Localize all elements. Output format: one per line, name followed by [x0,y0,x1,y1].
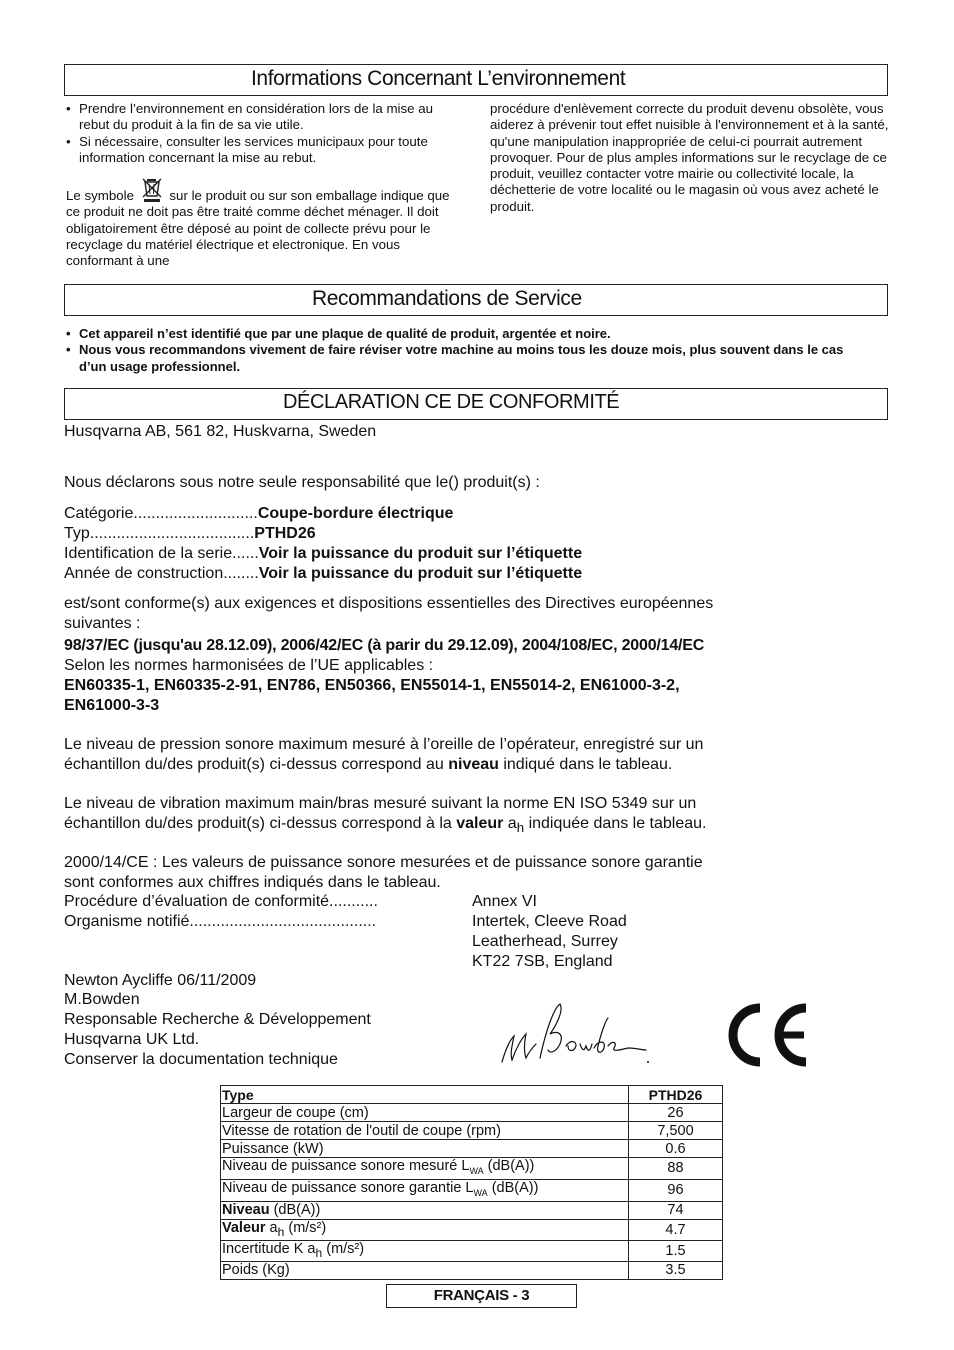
decl-heading: DÉCLARATION CE DE CONFORMITÉ [283,391,620,413]
header-label: Type [221,1086,629,1104]
subscript: h [315,1245,323,1260]
label-text: Vitesse de rotation de l'outil de coupe (rpm) [222,1122,501,1139]
env-symbol-paragraph [64,176,464,269]
ce-mark-icon [720,1002,812,1068]
label-text: Poids (Kg) [222,1262,290,1279]
decl-address: Husqvarna AB, 561 82, Huskvarna, Sweden [64,423,377,440]
decl-norms-intro: Selon les normes harmonisées de l’UE applicables : [64,657,434,674]
decl-pressure-line-2 [64,756,672,774]
decl-notified-line-2: Leatherhead, Surrey [472,933,618,950]
decl-sound-line-1: 2000/14/CE : Les valeurs de puissance sonore mesurées et de puissance sonore garantie [64,854,703,871]
row-value: 0.6 [629,1140,723,1158]
row-value: 74 [629,1201,723,1219]
signer-line-2: M.Bowden [64,991,140,1008]
decl-directives: 98/37/EC (jusqu'au 28.12.09), 2006/42/EC (à parir du 29.12.09), 2004/108/EC, 2000/14/EC [64,637,705,654]
text-bold: niveau [448,756,499,773]
field-label: Année de construction........ [64,565,259,582]
env-bullets [64,101,464,166]
row-value: 3.5 [629,1261,723,1279]
spec-table [220,1085,723,1280]
row-label [221,1104,629,1122]
table-row [221,1201,723,1219]
text: indiqué dans le tableau. [498,756,673,773]
env-heading-box [64,64,888,96]
table-row [221,1104,723,1122]
row-value: 1.5 [629,1240,723,1261]
decl-notified-line-3: KT22 7SB, England [472,953,613,970]
table-row [221,1179,723,1201]
crossed-bin-icon [141,176,163,202]
row-value: 26 [629,1104,723,1122]
label-text: a [265,1219,278,1236]
table-header-row [221,1086,723,1104]
table-row [221,1122,723,1140]
label-text: Largeur de coupe (cm) [222,1104,369,1121]
row-label [221,1201,629,1219]
table-row [221,1240,723,1261]
text: échantillon du/des produit(s) ci-dessus correspond à la [64,815,457,832]
row-label [221,1122,629,1140]
row-label [221,1219,629,1240]
field-value: PTHD26 [254,525,316,542]
page-footer: FRANÇAIS - 3 [386,1284,577,1308]
row-label [221,1179,629,1201]
label-bold: Valeur [222,1219,266,1236]
decl-field-year [64,565,582,583]
decl-norms-line-2: EN61000-3-3 [64,697,160,714]
text: indiquée dans le tableau. [524,815,707,832]
service-bullet-2: • Nous vous recommandons vivement de faire réviser votre machine au moins tous les douze mois, plus souvent dans le cas d’un usage professionnel. [64,342,874,375]
field-label: Catégorie............................ [64,505,258,522]
decl-procedure-value: Annex VI [472,893,537,910]
label-unit: (dB(A)) [269,1202,321,1219]
field-value: Voir la puissance du produit sur l’étiquette [258,565,583,582]
label-unit: (m/s²) [322,1240,365,1257]
text: a [503,815,517,832]
text-bold: valeur [456,815,504,832]
table-row [221,1140,723,1158]
env-heading: Informations Concernant L’environnement [251,67,626,90]
decl-field-category [64,505,453,523]
env-right-column: procédure d'enlèvement correcte du produit devenu obsolète, vous aiderez à prévenir tout effet nuisible à l'environnement et à la santé, qu'une manipulation inappropriée de celui-ci pourrait autrement provoquer. Pour de plus amples informations sur le recyclage de ce produit, veuillez contacter votre mairie ou collectivité locale, la déchetterie de votre localité ou le magasin où vous avez acheté le produit. [490,101,889,214]
row-value: 88 [629,1158,723,1180]
label-text: Incertitude K a [222,1240,316,1257]
decl-heading-box [64,388,888,420]
subscript: WA [469,1165,484,1176]
signer-line-4: Husqvarna UK Ltd. [64,1031,200,1048]
field-label: Identification de la serie...... [64,545,259,562]
decl-vibration-line-2 [64,815,707,835]
env-bullet-1: • Prendre l’environnement en considération lors de la mise au rebut du produit à la fin de sa vie utile. [64,101,464,134]
decl-field-type [64,525,316,543]
subscript: h [516,820,525,836]
signature [496,1000,656,1070]
table-row [221,1158,723,1180]
signer-line-3: Responsable Recherche & Développement [64,1011,371,1028]
decl-vibration-line-1: Le niveau de vibration maximum main/bras mesuré suivant la norme EN ISO 5349 sur un [64,795,697,812]
label-unit: (m/s²) [284,1219,327,1236]
row-value: 4.7 [629,1219,723,1240]
row-label [221,1261,629,1279]
field-value: Voir la puissance du produit sur l’étiquette [258,545,583,562]
label-unit: (dB(A)) [487,1179,539,1196]
row-value: 96 [629,1179,723,1201]
decl-procedure-label: Procédure d’évaluation de conformité........... [64,893,378,910]
label-bold: Niveau [222,1202,270,1219]
decl-field-series [64,545,582,563]
env-symbol-before: Le symbole [66,188,134,204]
decl-notified-line-1: Intertek, Cleeve Road [472,913,627,930]
header-value: PTHD26 [629,1086,723,1104]
service-heading-box [64,284,888,316]
subscript: h [277,1224,285,1239]
service-bullet-1: • Cet appareil n’est identifié que par une plaque de qualité de produit, argentée et noire. [64,326,874,342]
table-row [221,1261,723,1279]
text: échantillon du/des produit(s) ci-dessus correspond au [64,756,449,773]
decl-intro: Nous déclarons sous notre seule responsabilité que le() produit(s) : [64,474,540,491]
decl-sound-line-2: sont conformes aux chiffres indiqués dans le tableau. [64,874,441,891]
label-text: Niveau de puissance sonore mesuré L [222,1158,470,1174]
decl-conform-line-2: suivantes : [64,615,141,632]
label-text: Niveau de puissance sonore garantie L [222,1179,474,1196]
env-bullet-2: • Si nécessaire, consulter les services municipaux pour toute information concernant la mise au rebut. [64,134,464,167]
row-label [221,1240,629,1261]
env-symbol-after: sur le produit ou sur son emballage indique que ce produit ne doit pas être traité comme déchet ménager. Il doit obligatoirement être déposé au point de collecte prévu pour le recyclage du matériel électrique et electronique. En vous conformant à une [66,188,450,269]
service-heading: Recommandations de Service [312,287,582,310]
service-bullets [64,326,874,375]
signer-line-1: Newton Aycliffe 06/11/2009 [64,972,257,989]
decl-pressure-line-1: Le niveau de pression sonore maximum mesuré à l’oreille de l’opérateur, enregistré sur un [64,736,704,753]
label-text: Puissance (kW) [222,1140,324,1157]
field-label: Typ..................................... [64,525,255,542]
label-unit: (dB(A)) [483,1158,535,1174]
row-label [221,1158,629,1180]
subscript: WA [473,1187,488,1198]
decl-conform-line-1: est/sont conforme(s) aux exigences et dispositions essentielles des Directives européennes [64,595,714,612]
signer-line-5: Conserver la documentation technique [64,1051,338,1068]
decl-notified-label: Organisme notifié.......................................... [64,913,377,930]
env-left-column [64,101,464,270]
decl-norms-line-1: EN60335-1, EN60335-2-91, EN786, EN50366, EN55014-1, EN55014-2, EN61000-3-2, [64,677,680,694]
row-label [221,1140,629,1158]
row-value: 7,500 [629,1122,723,1140]
table-row [221,1219,723,1240]
field-value: Coupe-bordure électrique [257,505,454,522]
